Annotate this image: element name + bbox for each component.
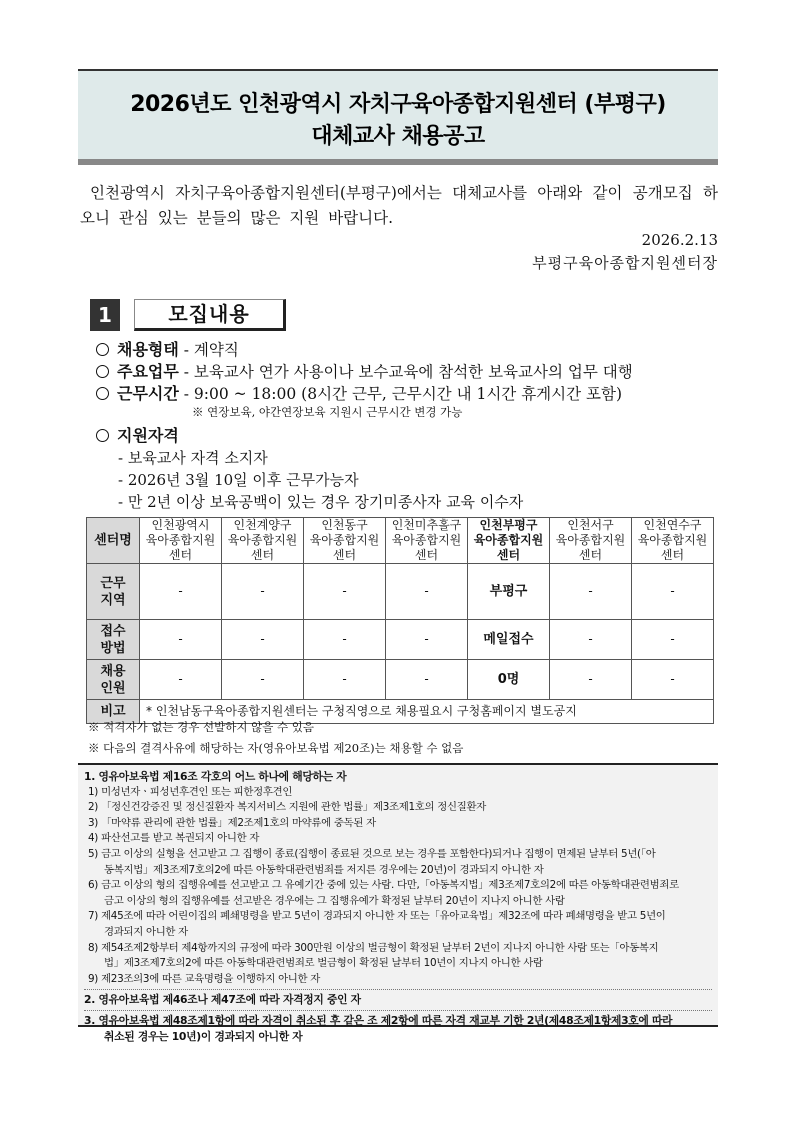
- disq-heading-cont: 취소된 경우는 10년)이 경과되지 아니한 자: [104, 1029, 303, 1043]
- note-line: ※ 적격자가 없는 경우 선발하지 않을 수 있음: [88, 720, 314, 734]
- row-head: 접수 방법: [87, 620, 140, 660]
- table-cell: -: [550, 620, 632, 660]
- item-work-hours: [96, 383, 622, 405]
- center-header: 인천서구 육아종합지원센터: [550, 518, 632, 564]
- table-header-row: [87, 518, 714, 564]
- note-line: ※ 다음의 결격사유에 해당하는 자(영유아보육법 제20조)는 채용할 수 없음: [88, 741, 464, 755]
- section-number: 1: [90, 299, 120, 331]
- table-cell: 메일접수: [468, 620, 550, 660]
- disq-heading: 1. 영유아보육법 제16조 각호의 어느 하나에 해당하는 자: [84, 770, 347, 783]
- center-header: 인천연수구 육아종합지원센터: [632, 518, 714, 564]
- table-cell: -: [550, 660, 632, 700]
- qualification-line: - 보육교사 자격 소지자: [118, 449, 268, 467]
- table-cell: -: [140, 564, 222, 620]
- item-main-duty: [96, 361, 633, 383]
- announcement-date: 2026.2.13: [641, 231, 718, 249]
- disq-item: 3) 「마약류 관리에 관한 법률」제2조제1호의 마약류에 중독된 자: [88, 816, 376, 829]
- table-cell: 부평구: [468, 564, 550, 620]
- disqualification-box: [78, 763, 718, 1043]
- recruitment-table: [86, 517, 714, 724]
- table-row: [87, 660, 714, 700]
- table-cell: -: [386, 620, 468, 660]
- table-cell: -: [632, 620, 714, 660]
- disq-item: 7) 제45조에 따라 어린이집의 폐쇄명령을 받고 5년이 경과되지 아니한 자 또는「유아교육법」제32조에 따라 폐쇄명령을 받고 5년이: [88, 910, 666, 923]
- table-cell: -: [386, 564, 468, 620]
- title-box: [78, 69, 718, 165]
- circle-bullet-icon: [96, 365, 109, 378]
- disq-item: 9) 제23조의3에 따른 교육명령을 이행하지 아니한 자: [88, 972, 321, 985]
- intro-paragraph: 인천광역시 자치구육아종합지원센터(부평구)에서는 대체교사를 아래와 같이 공개모집 하오니 관심 있는 분들의 많은 지원 바랍니다.: [80, 184, 718, 227]
- center-header: 인천계양구 육아종합지원센터: [222, 518, 304, 564]
- disq-item-cont: 경과되지 아니한 자: [104, 925, 188, 938]
- disq-item: 6) 금고 이상의 형의 집행유예를 선고받고 그 유예기간 중에 있는 사람. 다만,「아동복지법」제3조제7호의2에 따른 아동학대관련범죄로: [88, 879, 679, 892]
- row-head: 비고: [87, 700, 140, 724]
- center-header: 인천광역시 육아종합지원센터: [140, 518, 222, 564]
- item-key: 채용형태: [117, 340, 179, 359]
- center-header: 인천미추홀구 육아종합지원센터: [386, 518, 468, 564]
- circle-bullet-icon: [96, 343, 109, 356]
- table-cell: -: [140, 620, 222, 660]
- table-cell: -: [304, 564, 386, 620]
- table-cell: -: [222, 564, 304, 620]
- table-cell: -: [222, 660, 304, 700]
- divider: [84, 1010, 712, 1011]
- disq-item: 5) 금고 이상의 실형을 선고받고 그 집행이 종료(집행이 종료된 것으로 보는 경우를 포함한다)되거나 집행이 면제된 날부터 5년(「아: [88, 847, 656, 860]
- circle-bullet-icon: [96, 429, 109, 442]
- table-row: [87, 620, 714, 660]
- table-cell: -: [632, 660, 714, 700]
- section-title: 모집내용: [134, 299, 286, 331]
- row-head: 근무 지역: [87, 564, 140, 620]
- table-cell: -: [304, 660, 386, 700]
- disq-heading: 3. 영유아보육법 제48조제1항에 따라 자격이 취소된 후 같은 조 제2항에 따른 자격 재교부 기한 2년(제48조제1항제3호에 따라: [84, 1013, 673, 1027]
- table-cell: -: [304, 620, 386, 660]
- table-cell: -: [222, 620, 304, 660]
- table-cell: -: [632, 564, 714, 620]
- item-key: 근무시간: [117, 384, 179, 403]
- page-title: 2026년도 인천광역시 자치구육아종합지원센터 (부평구): [130, 92, 666, 117]
- table-cell: -: [550, 564, 632, 620]
- disq-item-cont: 법」제3조제7호의2에 따른 아동학대관련범죄로 벌금형이 확정된 날부터 10년이 지나지 아니한 사람: [104, 957, 543, 970]
- table-cell: -: [386, 660, 468, 700]
- disq-heading: 2. 영유아보육법 제46조나 제47조에 따라 자격정지 중인 자: [84, 993, 361, 1007]
- disq-item: 8) 제54조제2항부터 제4항까지의 규정에 따라 300만원 이상의 벌금형이 확정된 날부터 2년이 지나지 아니한 사람 또는「아동복지: [88, 941, 659, 954]
- table-row: [87, 564, 714, 620]
- table-remark: * 인천남동구육아종합지원센터는 구청직영으로 채용필요시 구청홈페이지 별도공지: [140, 700, 714, 724]
- disq-item-cont: 동복지법」제3조제7호의2에 따른 아동학대관련범죄를 저지른 경우에는 20년)이 경과되지 아니한 자: [104, 863, 544, 876]
- item-qualification: [96, 425, 179, 447]
- item-key: 지원자격: [117, 426, 179, 445]
- disq-item: 4) 파산선고를 받고 복권되지 아니한 자: [88, 832, 260, 845]
- signature: 부평구육아종합지원센터장: [532, 254, 718, 272]
- disq-item-cont: 금고 이상의 형의 집행유예를 선고받은 경우에는 그 집행유예가 확정된 날부터 20년이 지나지 아니한 사람: [104, 894, 565, 907]
- item-value: - 계약직: [178, 341, 239, 359]
- item-value: - 9:00 ~ 18:00 (8시간 근무, 근무시간 내 1시간 휴게시간 포함): [178, 385, 623, 403]
- page-subtitle: 대체교사 채용공고: [311, 124, 485, 149]
- row-head: 채용 인원: [87, 660, 140, 700]
- divider: [84, 989, 712, 990]
- work-time-note: ※ 연장보육, 야간연장보육 지원시 근무시간 변경 가능: [192, 405, 463, 419]
- circle-bullet-icon: [96, 387, 109, 400]
- item-key: 주요업무: [117, 362, 179, 381]
- item-employment-type: [96, 339, 239, 361]
- table-cell: 0명: [468, 660, 550, 700]
- center-header: 인천동구 육아종합지원센터: [304, 518, 386, 564]
- item-value: - 보육교사 연가 사용이나 보수교육에 참석한 보육교사의 업무 대행: [178, 363, 633, 381]
- disq-item: 2) 「정신건강증진 및 정신질환자 복지서비스 지원에 관한 법률」제3조제1호의 정신질환자: [88, 801, 486, 814]
- table-cell: -: [140, 660, 222, 700]
- disq-item: 1) 미성년자ㆍ피성년후견인 또는 피한정후견인: [88, 785, 293, 798]
- qualification-line: - 2026년 3월 10일 이후 근무가능자: [118, 471, 359, 489]
- table-corner: 센터명: [87, 518, 140, 564]
- center-header-highlight: 인천부평구 육아종합지원센터: [468, 518, 550, 564]
- qualification-line: - 만 2년 이상 보육공백이 있는 경우 장기미종사자 교육 이수자: [118, 493, 524, 511]
